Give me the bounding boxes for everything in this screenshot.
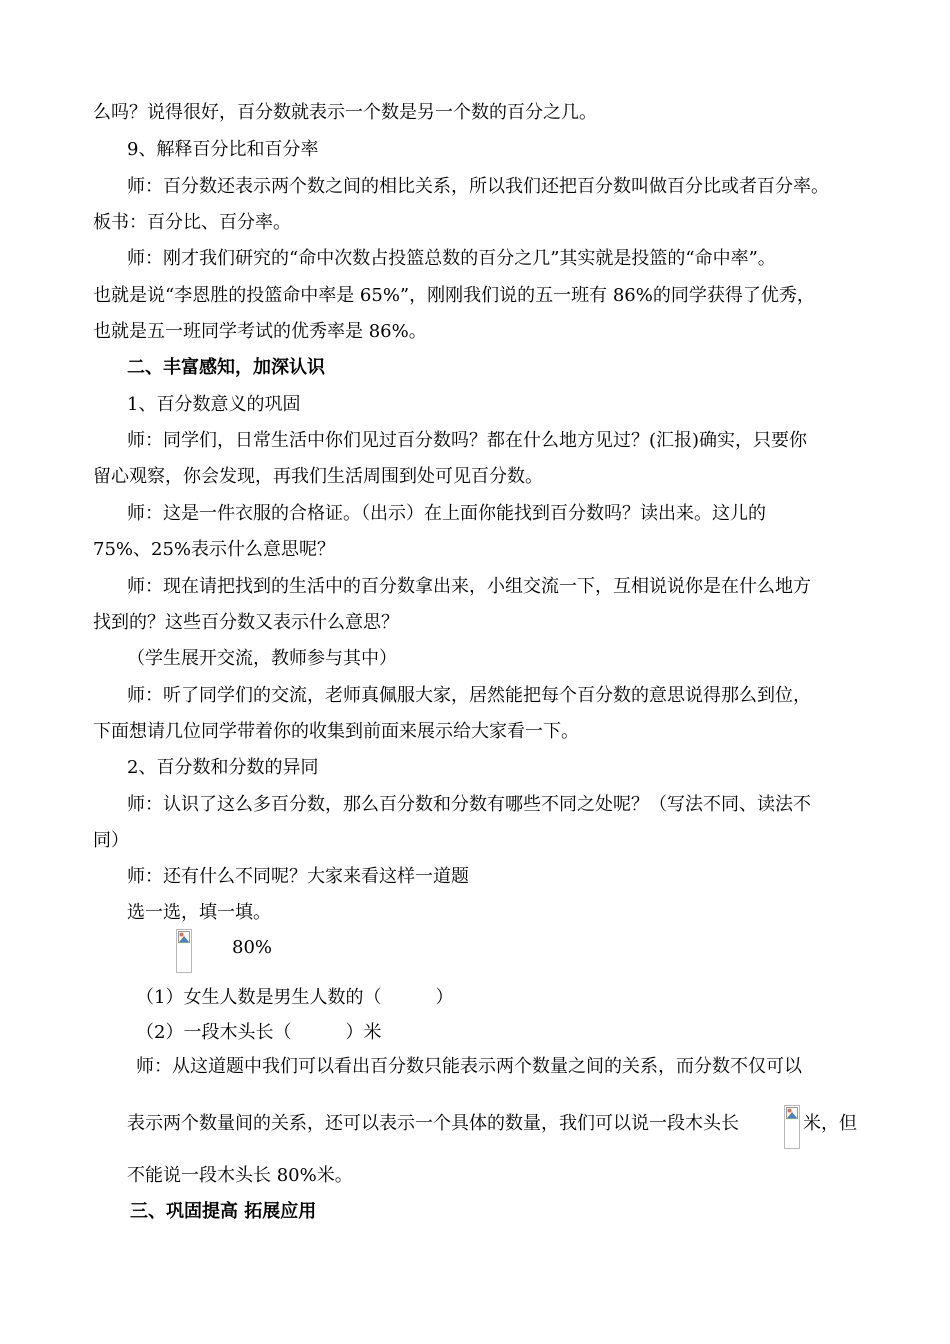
- broken-image-icon: [786, 1107, 798, 1119]
- text-line: 师：刚才我们研究的“命中次数占投篮总数的百分之几”其实就是投篮的“命中率”。: [127, 248, 776, 269]
- question-2: （2）一段木头长（ ）米: [136, 1022, 382, 1043]
- section-item-heading: 1、百分数意义的巩固: [127, 394, 301, 415]
- section-heading: 二、丰富感知，加深认识: [127, 357, 325, 378]
- option-percent: 80%: [232, 937, 273, 958]
- text-segment: 表示两个数量间的关系，还可以表示一个具体的数量，我们可以说一段木头长: [127, 1113, 739, 1134]
- text-line: （学生展开交流，教师参与其中）: [127, 648, 397, 669]
- text-line: 师：这是一件衣服的合格证。（出示）在上面你能找到百分数吗？读出来。这儿的: [127, 503, 766, 524]
- text-line: 75%、25%表示什么意思呢？: [93, 539, 336, 560]
- text-line: 下面想请几位同学带着你的收集到前面来展示给大家看一下。: [93, 721, 579, 742]
- text-line: 师：同学们，日常生活中你们见过百分数吗？都在什么地方见过？(汇报)确实，只要你: [127, 430, 808, 451]
- text-line: 也就是五一班同学考试的优秀率是 86%。: [93, 321, 427, 342]
- question-1: （1）女生人数是男生人数的（ ）: [136, 987, 454, 1008]
- text-line: 不能说一段木头长 80%米。: [127, 1165, 353, 1186]
- text-line: 选一选，填一填。: [127, 902, 271, 923]
- section-item-heading: 2、百分数和分数的异同: [127, 757, 319, 778]
- text-line: 师：听了同学们的交流，老师真佩服大家，居然能把每个百分数的意思说得那么到位，: [127, 685, 811, 706]
- text-line: 么吗？说得很好，百分数就表示一个数是另一个数的百分之几。: [93, 102, 597, 123]
- fraction-image-icon: [784, 1105, 800, 1149]
- section-heading: 三、巩固提高 拓展应用: [130, 1201, 317, 1222]
- text-line: 留心观察，你会发现，再我们生活周围到处可见百分数。: [93, 466, 543, 487]
- text-line: 师：现在请把找到的生活中的百分数拿出来，小组交流一下，互相说说你是在什么地方: [127, 576, 811, 597]
- text-line: 找到的？这些百分数又表示什么意思？: [93, 612, 399, 633]
- text-line: 师：百分数还表示两个数之间的相比关系，所以我们还把百分数叫做百分比或者百分率。: [127, 176, 829, 197]
- section-item-heading: 9、解释百分比和百分率: [127, 139, 319, 160]
- text-line: 也就是说“李恩胜的投篮命中率是 65%”，刚刚我们说的五一班有 86%的同学获得了优秀，: [93, 285, 815, 306]
- text-line: 师：还有什么不同呢？大家来看这样一道题: [127, 866, 469, 887]
- fraction-image-icon: [176, 929, 192, 973]
- text-line: 师：从这道题中我们可以看出百分数只能表示两个数量之间的关系，而分数不仅可以: [136, 1056, 802, 1077]
- text-line-with-image: [127, 1112, 739, 1136]
- text-segment: 米，但: [803, 1113, 857, 1134]
- broken-image-icon: [178, 931, 190, 943]
- text-line: 师：认识了这么多百分数，那么百分数和分数有哪些不同之处呢？（写法不同、读法不: [127, 794, 811, 815]
- text-line: 板书：百分比、百分率。: [93, 212, 291, 233]
- text-line: 同）: [93, 830, 129, 851]
